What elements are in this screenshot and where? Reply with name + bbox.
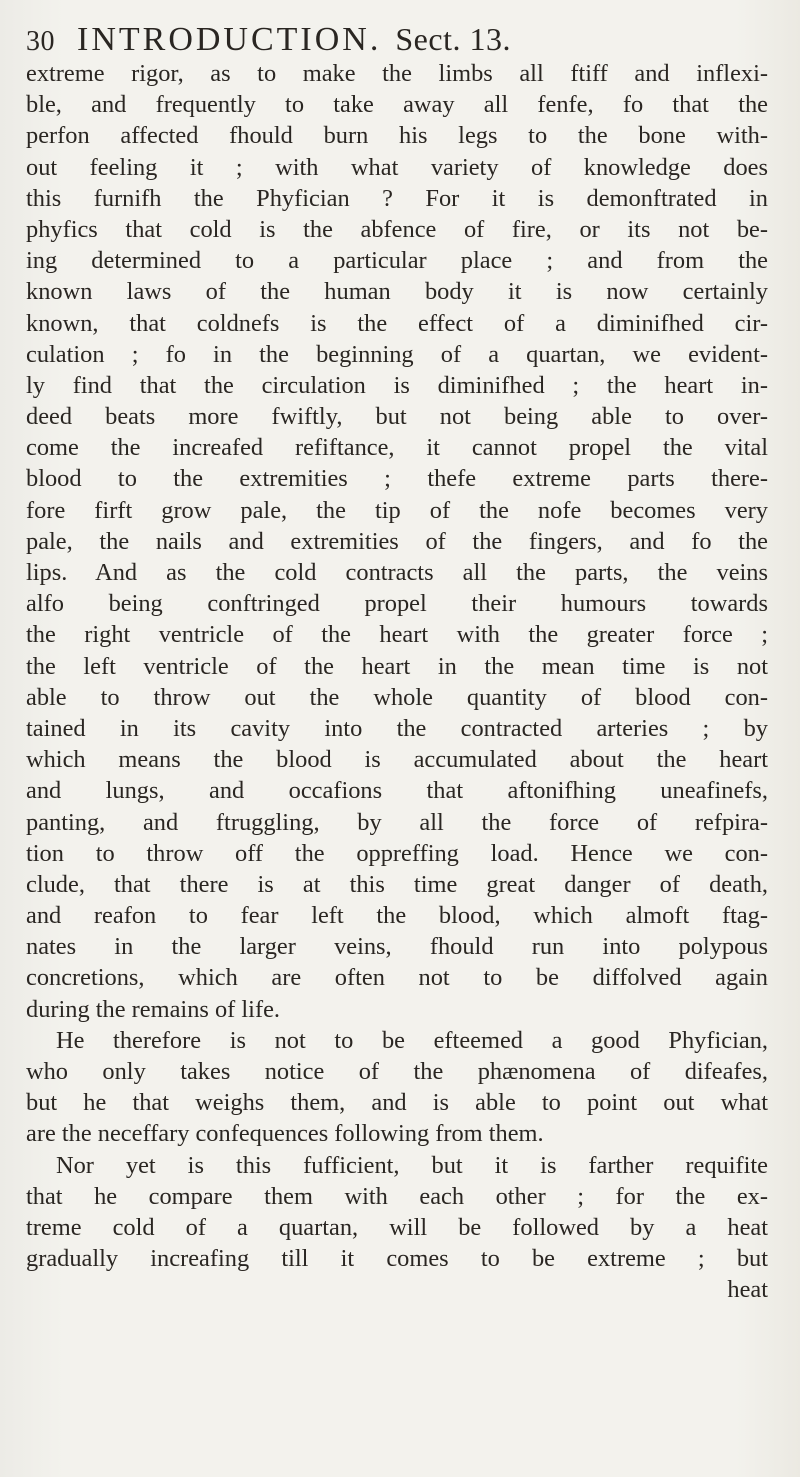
- text-line: the left ventricle of the heart in the mean time is not: [26, 652, 768, 680]
- text-line: heat: [727, 1276, 768, 1304]
- text-line: nates in the larger veins, fhould run into polypous: [26, 933, 768, 961]
- text-line: lips. And as the cold contracts all the parts, the veins: [26, 559, 768, 586]
- text-line: this furnifh the Phyfician ? For it is demonftrated in: [26, 184, 768, 212]
- text-line: pale, the nails and extremities of the fingers, and fo the: [26, 527, 768, 555]
- page-number: 30: [26, 26, 55, 57]
- text-line: the right ventricle of the heart with the greater force ;: [26, 621, 768, 649]
- text-line: ble, and frequently to take away all fenfe, fo that the: [26, 91, 768, 119]
- text-line: clude, that there is at this time great danger of death,: [26, 870, 768, 898]
- running-title: INTRODUCTION.: [77, 21, 382, 58]
- text-line: phyfics that cold is the abfence of fire, or its not be-: [26, 215, 768, 243]
- text-line: treme cold of a quartan, will be followed by a heat: [26, 1213, 768, 1241]
- text-line: who only takes notice of the phænomena of difeafes,: [26, 1058, 768, 1085]
- section-label: Sect. 13.: [395, 21, 511, 57]
- text-line: known laws of the human body it is now certainly: [26, 278, 768, 306]
- text-line: able to throw out the whole quantity of blood con-: [26, 683, 768, 711]
- text-line: extreme rigor, as to make the limbs all ftiff and inflexi-: [26, 60, 768, 87]
- text-line: tained in its cavity into the contracted arteries ; by: [26, 714, 768, 742]
- text-line: He therefore is not to be efteemed a good Phyfician,: [56, 1026, 768, 1054]
- text-line: known, that coldnefs is the effect of a diminifhed cir-: [26, 309, 768, 337]
- text-line: come the increafed refiftance, it cannot propel the vital: [26, 434, 768, 462]
- text-line: concretions, which are often not to be diffolved again: [26, 964, 768, 992]
- body-text: [26, 58, 768, 1306]
- text-line: panting, and ftruggling, by all the force of refpira-: [26, 808, 768, 836]
- text-line: Nor yet is this fufficient, but it is farther requifite: [56, 1151, 768, 1179]
- text-line: that he compare them with each other ; for the ex-: [26, 1182, 768, 1210]
- text-line: deed beats more fwiftly, but not being able to over-: [26, 403, 768, 431]
- running-header: [26, 16, 768, 62]
- text-line: but he that weighs them, and is able to point out what: [26, 1089, 768, 1117]
- text-line: ly find that the circulation is diminifhed ; the heart in-: [26, 371, 768, 399]
- text-line: and reafon to fear left the blood, which almoft ftag-: [26, 902, 768, 930]
- text-line: out feeling it ; with what variety of knowledge does: [26, 153, 768, 181]
- text-line: and lungs, and occafions that aftonifhing uneafinefs,: [26, 777, 768, 805]
- text-line: fore firft grow pale, the tip of the nofe becomes very: [26, 496, 768, 524]
- text-line: which means the blood is accumulated about the heart: [26, 746, 768, 774]
- text-line: blood to the extremities ; thefe extreme parts there-: [26, 465, 768, 493]
- text-line: gradually increafing till it comes to be extreme ; but: [26, 1245, 768, 1273]
- text-line: culation ; fo in the beginning of a quartan, we evident-: [26, 340, 768, 368]
- text-line: ing determined to a particular place ; and from the: [26, 247, 768, 275]
- text-line: during the remains of life.: [26, 995, 280, 1023]
- text-line: tion to throw off the oppreffing load. Hence we con-: [26, 839, 768, 867]
- text-line: perfon affected fhould burn his legs to the bone with-: [26, 122, 768, 150]
- text-line: alfo being conftringed propel their humours towards: [26, 590, 768, 618]
- text-line: are the neceffary confequences following from them.: [26, 1120, 544, 1148]
